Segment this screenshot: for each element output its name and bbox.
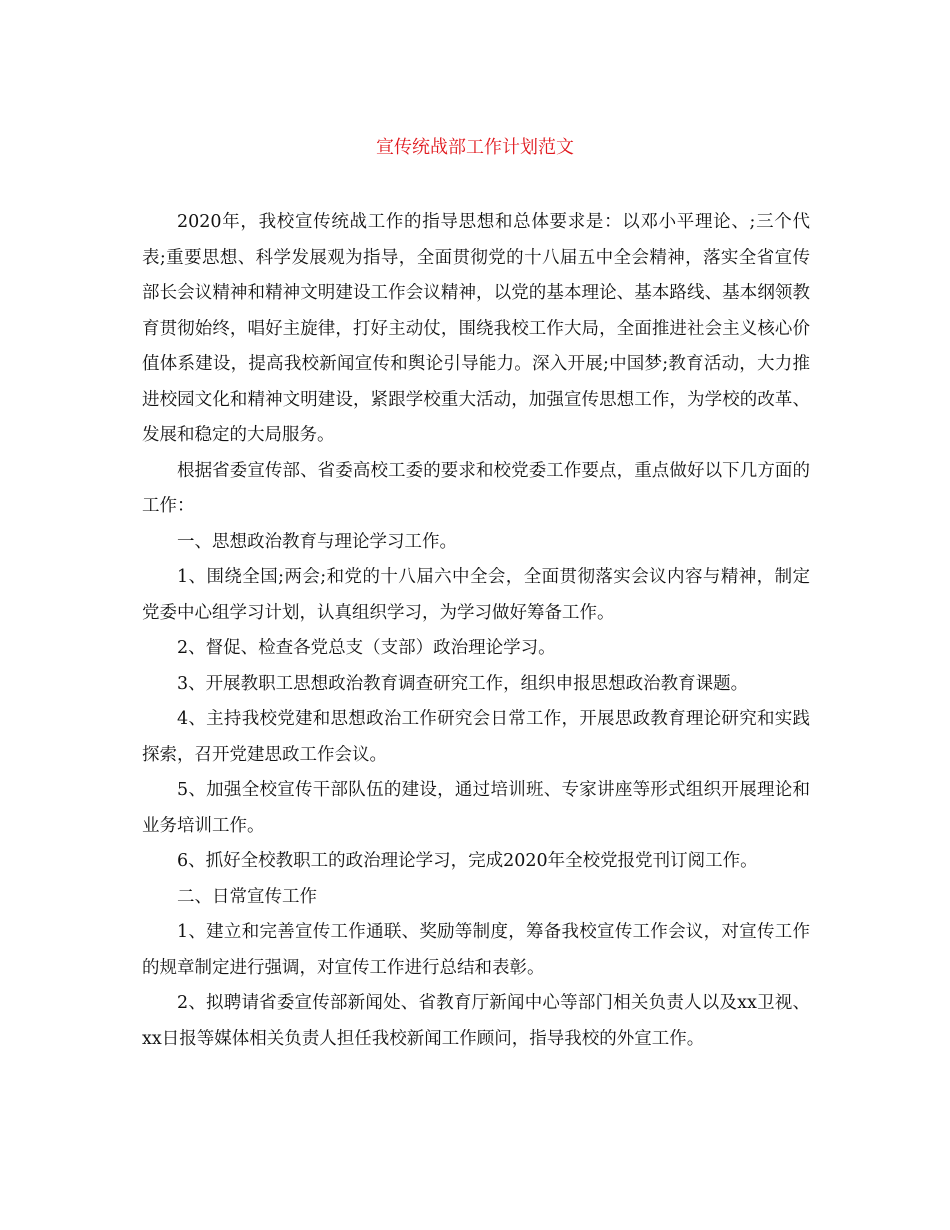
list-item: 1、建立和完善宣传工作通联、奖励等制度，筹备我校宣传工作会议，对宣传工作的规章制定进行强调，对宣传工作进行总结和表彰。	[142, 922, 810, 978]
list-item: 1、围绕全国;两会;和党的十八届六中全会，全面贯彻落实会议内容与精神，制定党委中心组学习计划，认真组织学习，为学习做好筹备工作。	[142, 567, 810, 623]
section-heading-1: 一、思想政治教育与理论学习工作。	[177, 531, 457, 552]
list-item: 2、督促、检查各党总支（支部）政治理论学习。	[177, 638, 556, 658]
document-body	[142, 205, 810, 1057]
list-item: 4、主持我校党建和思想政治工作研究会日常工作，开展思政教育理论研究和实践探索，召开党建思政工作会议。	[142, 709, 810, 765]
document-title: 宣传统战部工作计划范文	[376, 137, 574, 158]
list-item: 5、加强全校宣传干部队伍的建设，通过培训班、专家讲座等形式组织开展理论和业务培训工作。	[142, 780, 810, 836]
section-heading-2: 二、日常宣传工作	[177, 886, 317, 907]
list-item: 6、抓好全校教职工的政治理论学习，完成2020年全校党报党刊订阅工作。	[177, 851, 758, 871]
list-item: 3、开展教职工思想政治教育调查研究工作，组织申报思想政治教育课题。	[177, 673, 749, 694]
list-item: 2、拟聘请省委宣传部新闻处、省教育厅新闻中心等部门相关负责人以及xx卫视、xx日报等媒体相关负责人担任我校新闻工作顾问，指导我校的外宣工作。	[142, 993, 810, 1049]
paragraph-guiding-ideology: 2020年，我校宣传统战工作的指导思想和总体要求是：以邓小平理论、;三个代表;重要思想、科学发展观为指导，全面贯彻党的十八届五中全会精神，落实全省宣传部长会议精神和精神文明建设工作会议精神，以党的基本理论、基本路线、基本纲领教育贯彻始终，唱好主旋律，打好主动仗，围绕我校工作大局，全面推进社会主义核心价值体系建设，提高我校新闻宣传和舆论引导能力。深入开展;中国梦;教育活动，大力推进校园文化和精神文明建设，紧跟学校重大活动，加强宣传思想工作，为学校的改革、发展和稳定的大局服务。	[142, 212, 810, 445]
paragraph-work-focus: 根据省委宣传部、省委高校工委的要求和校党委工作要点，重点做好以下几方面的工作：	[142, 460, 810, 516]
